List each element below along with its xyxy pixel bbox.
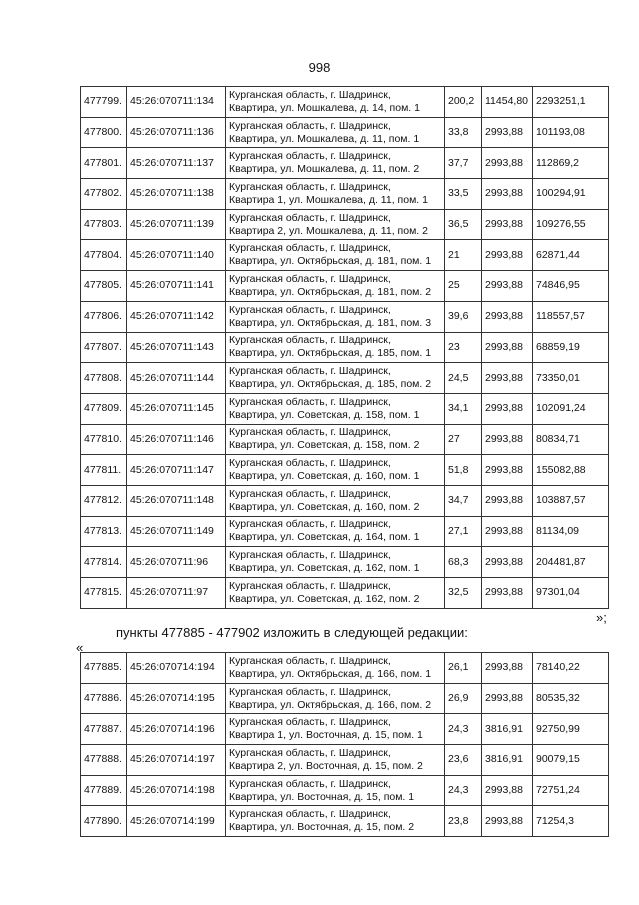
address-cell (226, 271, 445, 302)
unit-value-cell: 3816,91 (482, 714, 533, 745)
address-line: Курганская область, г. Шадринск, (229, 746, 391, 759)
address-line: Курганская область, г. Шадринск, (229, 426, 391, 439)
address-line: Курганская область, г. Шадринск, (229, 457, 391, 470)
address-cell (226, 87, 445, 118)
address-line: Курганская область, г. Шадринск, (229, 88, 391, 101)
table-row (81, 332, 609, 363)
cadastral-number-cell: 45:26:070714:198 (127, 775, 226, 806)
address-line: Курганская область, г. Шадринск, (229, 303, 391, 316)
address-line: Квартира, ул. Октябрьская, д. 185, пом. 1 (229, 347, 432, 360)
area-cell: 26,9 (445, 683, 482, 714)
unit-value-cell: 2993,88 (482, 485, 533, 516)
address-line: Квартира, ул. Октябрьская, д. 181, пом. 2 (229, 285, 432, 298)
row-number-cell: 477888. (81, 745, 127, 776)
area-cell: 24,5 (445, 363, 482, 394)
cadastral-number-cell: 45:26:070711:140 (127, 240, 226, 271)
area-cell: 51,8 (445, 455, 482, 486)
table-row (81, 179, 609, 210)
cadastral-value-cell: 101193,08 (533, 117, 609, 148)
cadastral-number-cell: 45:26:070711:148 (127, 485, 226, 516)
address-line: Квартира, ул. Восточная, д. 15, пом. 1 (229, 790, 415, 803)
cadastral-value-cell: 81134,09 (533, 516, 609, 547)
address-cell (226, 683, 445, 714)
cadastral-number-cell: 45:26:070714:194 (127, 653, 226, 684)
unit-value-cell: 2993,88 (482, 117, 533, 148)
cadastral-value-cell: 102091,24 (533, 393, 609, 424)
table-row (81, 806, 609, 837)
address-line: Квартира 1, ул. Мошкалева, д. 11, пом. 1 (229, 193, 428, 206)
cadastral-value-cell: 68859,19 (533, 332, 609, 363)
address-line: Квартира, ул. Советская, д. 162, пом. 2 (229, 592, 420, 605)
address-line: Курганская область, г. Шадринск, (229, 365, 391, 378)
amendment-instruction: пункты 477885 - 477902 изложить в следующей редакции: (116, 625, 468, 640)
cadastral-value-cell: 72751,24 (533, 775, 609, 806)
address-cell (226, 393, 445, 424)
table-body (81, 87, 609, 609)
address-line: Курганская область, г. Шадринск, (229, 654, 391, 667)
row-number-cell: 477813. (81, 516, 127, 547)
address-cell (226, 363, 445, 394)
row-number-cell: 477814. (81, 547, 127, 578)
row-number-cell: 477800. (81, 117, 127, 148)
table-row (81, 745, 609, 776)
address-cell (226, 148, 445, 179)
area-cell: 25 (445, 271, 482, 302)
row-number-cell: 477811. (81, 455, 127, 486)
address-cell (226, 485, 445, 516)
cadastral-value-cell: 204481,87 (533, 547, 609, 578)
address-cell (226, 516, 445, 547)
area-cell: 37,7 (445, 148, 482, 179)
address-line: Курганская область, г. Шадринск, (229, 395, 391, 408)
cadastral-number-cell: 45:26:070711:144 (127, 363, 226, 394)
address-line: Квартира, ул. Восточная, д. 15, пом. 2 (229, 821, 415, 834)
unit-value-cell: 2993,88 (482, 683, 533, 714)
address-cell (226, 653, 445, 684)
address-cell (226, 714, 445, 745)
cadastral-value-cell: 80834,71 (533, 424, 609, 455)
address-line: Квартира, ул. Советская, д. 158, пом. 2 (229, 439, 420, 452)
table-row (81, 653, 609, 684)
table-row (81, 714, 609, 745)
unit-value-cell: 2993,88 (482, 455, 533, 486)
cadastral-value-cell: 74846,95 (533, 271, 609, 302)
address-line: Квартира 2, ул. Восточная, д. 15, пом. 2 (229, 759, 423, 772)
cadastral-value-cell: 2293251,1 (533, 87, 609, 118)
cadastral-number-cell: 45:26:070711:145 (127, 393, 226, 424)
unit-value-cell: 2993,88 (482, 516, 533, 547)
table-row (81, 516, 609, 547)
area-cell: 23,8 (445, 806, 482, 837)
address-line: Курганская область, г. Шадринск, (229, 518, 391, 531)
unit-value-cell: 2993,88 (482, 578, 533, 609)
cadastral-value-cell: 100294,91 (533, 179, 609, 210)
unit-value-cell: 2993,88 (482, 424, 533, 455)
cadastral-number-cell: 45:26:070711:142 (127, 301, 226, 332)
table-row (81, 424, 609, 455)
unit-value-cell: 2993,88 (482, 209, 533, 240)
table-row (81, 240, 609, 271)
cadastral-number-cell: 45:26:070711:137 (127, 148, 226, 179)
address-cell (226, 332, 445, 363)
address-line: Курганская область, г. Шадринск, (229, 119, 391, 132)
address-line: Курганская область, г. Шадринск, (229, 150, 391, 163)
cadastral-number-cell: 45:26:070711:96 (127, 547, 226, 578)
row-number-cell: 477887. (81, 714, 127, 745)
unit-value-cell: 2993,88 (482, 653, 533, 684)
row-number-cell: 477804. (81, 240, 127, 271)
area-cell: 24,3 (445, 714, 482, 745)
cadastral-value-cell: 112869,2 (533, 148, 609, 179)
address-line: Курганская область, г. Шадринск, (229, 180, 391, 193)
row-number-cell: 477890. (81, 806, 127, 837)
address-line: Квартира, ул. Октябрьская, д. 166, пом. 1 (229, 667, 432, 680)
cadastral-value-cell: 80535,32 (533, 683, 609, 714)
area-cell: 26,1 (445, 653, 482, 684)
row-number-cell: 477815. (81, 578, 127, 609)
cadastral-number-cell: 45:26:070711:134 (127, 87, 226, 118)
address-line: Курганская область, г. Шадринск, (229, 334, 391, 347)
area-cell: 39,6 (445, 301, 482, 332)
unit-value-cell: 11454,80 (482, 87, 533, 118)
area-cell: 36,5 (445, 209, 482, 240)
address-line: Курганская область, г. Шадринск, (229, 777, 391, 790)
row-number-cell: 477885. (81, 653, 127, 684)
address-cell (226, 179, 445, 210)
address-cell (226, 240, 445, 271)
area-cell: 23 (445, 332, 482, 363)
address-line: Курганская область, г. Шадринск, (229, 211, 391, 224)
address-cell (226, 209, 445, 240)
address-cell (226, 806, 445, 837)
cadastral-number-cell: 45:26:070711:146 (127, 424, 226, 455)
address-cell (226, 117, 445, 148)
table-row (81, 578, 609, 609)
unit-value-cell: 2993,88 (482, 806, 533, 837)
address-line: Квартира, ул. Мошкалева, д. 11, пом. 2 (229, 163, 420, 176)
cadastral-number-cell: 45:26:070711:136 (127, 117, 226, 148)
unit-value-cell: 2993,88 (482, 547, 533, 578)
address-line: Квартира, ул. Мошкалева, д. 14, пом. 1 (229, 101, 420, 114)
area-cell: 33,5 (445, 179, 482, 210)
cadastral-value-cell: 62871,44 (533, 240, 609, 271)
cadastral-number-cell: 45:26:070711:149 (127, 516, 226, 547)
cadastral-number-cell: 45:26:070711:147 (127, 455, 226, 486)
row-number-cell: 477803. (81, 209, 127, 240)
table-row (81, 87, 609, 118)
table-row (81, 117, 609, 148)
row-number-cell: 477809. (81, 393, 127, 424)
area-cell: 34,7 (445, 485, 482, 516)
address-line: Квартира, ул. Советская, д. 158, пом. 1 (229, 408, 420, 421)
cadastral-value-cell: 109276,55 (533, 209, 609, 240)
cadastral-number-cell: 45:26:070711:138 (127, 179, 226, 210)
address-line: Квартира 2, ул. Мошкалева, д. 11, пом. 2 (229, 224, 428, 237)
address-line: Квартира, ул. Октябрьская, д. 185, пом. 2 (229, 378, 432, 391)
table-row (81, 393, 609, 424)
address-line: Квартира, ул. Мошкалева, д. 11, пом. 1 (229, 132, 420, 145)
area-cell: 68,3 (445, 547, 482, 578)
address-line: Квартира 1, ул. Восточная, д. 15, пом. 1 (229, 729, 423, 742)
cadastral-number-cell: 45:26:070714:197 (127, 745, 226, 776)
area-cell: 27,1 (445, 516, 482, 547)
row-number-cell: 477807. (81, 332, 127, 363)
row-number-cell: 477812. (81, 485, 127, 516)
cadastral-value-cell: 118557,57 (533, 301, 609, 332)
closing-quote: »; (596, 610, 607, 625)
address-line: Квартира, ул. Октябрьская, д. 166, пом. 2 (229, 698, 432, 711)
table-row (81, 301, 609, 332)
cadastral-number-cell: 45:26:070714:199 (127, 806, 226, 837)
table-row (81, 209, 609, 240)
unit-value-cell: 2993,88 (482, 363, 533, 394)
address-line: Курганская область, г. Шадринск, (229, 549, 391, 562)
address-line: Квартира, ул. Октябрьская, д. 181, пом. 1 (229, 255, 432, 268)
table-row (81, 271, 609, 302)
cadastral-value-cell: 71254,3 (533, 806, 609, 837)
address-line: Курганская область, г. Шадринск, (229, 242, 391, 255)
row-number-cell: 477808. (81, 363, 127, 394)
address-line: Курганская область, г. Шадринск, (229, 685, 391, 698)
address-cell (226, 301, 445, 332)
row-number-cell: 477806. (81, 301, 127, 332)
address-line: Квартира, ул. Советская, д. 164, пом. 1 (229, 531, 420, 544)
opening-quote: « (76, 640, 84, 655)
table-row (81, 363, 609, 394)
row-number-cell: 477810. (81, 424, 127, 455)
area-cell: 34,1 (445, 393, 482, 424)
address-line: Курганская область, г. Шадринск, (229, 808, 391, 821)
address-line: Курганская область, г. Шадринск, (229, 579, 391, 592)
cadastral-number-cell: 45:26:070711:143 (127, 332, 226, 363)
row-number-cell: 477889. (81, 775, 127, 806)
cadastral-value-cell: 103887,57 (533, 485, 609, 516)
property-table-2 (80, 652, 609, 837)
page-number: 998 (308, 60, 331, 75)
area-cell: 24,3 (445, 775, 482, 806)
address-cell (226, 578, 445, 609)
cadastral-value-cell: 92750,99 (533, 714, 609, 745)
unit-value-cell: 3816,91 (482, 745, 533, 776)
unit-value-cell: 2993,88 (482, 179, 533, 210)
unit-value-cell: 2993,88 (482, 775, 533, 806)
unit-value-cell: 2993,88 (482, 240, 533, 271)
address-cell (226, 745, 445, 776)
property-table-1 (80, 86, 609, 609)
address-cell (226, 424, 445, 455)
cadastral-value-cell: 73350,01 (533, 363, 609, 394)
cadastral-value-cell: 90079,15 (533, 745, 609, 776)
table-row (81, 455, 609, 486)
cadastral-value-cell: 155082,88 (533, 455, 609, 486)
row-number-cell: 477805. (81, 271, 127, 302)
row-number-cell: 477802. (81, 179, 127, 210)
address-line: Курганская область, г. Шадринск, (229, 272, 391, 285)
cadastral-number-cell: 45:26:070711:97 (127, 578, 226, 609)
area-cell: 200,2 (445, 87, 482, 118)
cadastral-value-cell: 97301,04 (533, 578, 609, 609)
cadastral-number-cell: 45:26:070714:196 (127, 714, 226, 745)
table-row (81, 683, 609, 714)
address-cell (226, 455, 445, 486)
address-line: Квартира, ул. Октябрьская, д. 181, пом. 3 (229, 316, 432, 329)
cadastral-number-cell: 45:26:070711:141 (127, 271, 226, 302)
address-line: Квартира, ул. Советская, д. 160, пом. 2 (229, 500, 420, 513)
area-cell: 23,6 (445, 745, 482, 776)
table-row (81, 775, 609, 806)
table-row (81, 148, 609, 179)
area-cell: 33,8 (445, 117, 482, 148)
cadastral-value-cell: 78140,22 (533, 653, 609, 684)
area-cell: 27 (445, 424, 482, 455)
row-number-cell: 477799. (81, 87, 127, 118)
row-number-cell: 477801. (81, 148, 127, 179)
unit-value-cell: 2993,88 (482, 301, 533, 332)
unit-value-cell: 2993,88 (482, 393, 533, 424)
address-line: Квартира, ул. Советская, д. 162, пом. 1 (229, 562, 420, 575)
table-row (81, 485, 609, 516)
address-line: Курганская область, г. Шадринск, (229, 487, 391, 500)
address-cell (226, 775, 445, 806)
cadastral-number-cell: 45:26:070714:195 (127, 683, 226, 714)
address-line: Квартира, ул. Советская, д. 160, пом. 1 (229, 470, 420, 483)
cadastral-number-cell: 45:26:070711:139 (127, 209, 226, 240)
area-cell: 21 (445, 240, 482, 271)
unit-value-cell: 2993,88 (482, 271, 533, 302)
table-row (81, 547, 609, 578)
table-body (81, 653, 609, 837)
address-cell (226, 547, 445, 578)
row-number-cell: 477886. (81, 683, 127, 714)
unit-value-cell: 2993,88 (482, 148, 533, 179)
area-cell: 32,5 (445, 578, 482, 609)
unit-value-cell: 2993,88 (482, 332, 533, 363)
address-line: Курганская область, г. Шадринск, (229, 716, 391, 729)
